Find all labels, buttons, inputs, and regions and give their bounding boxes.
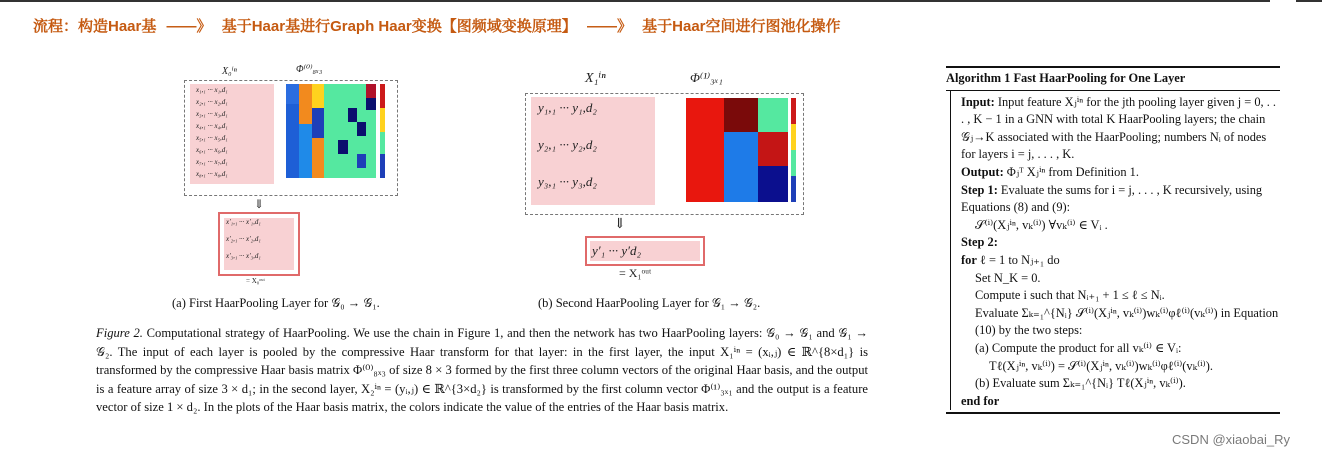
figure-a-input-row: x₅,₁ ··· x₅,d₁ [196, 134, 228, 142]
figure-a-phi-label: Φ⁽⁰⁾₈ₓ₃ [296, 64, 323, 75]
heading-part-2: 基于Haar基进行Graph Haar变换【图频域变换原理】 [221, 18, 577, 35]
figure-a-input-row: x₃,₁ ··· x₃,d₁ [196, 110, 228, 118]
figure-b-input-row: y₃,₁ ··· y₃,d₂ [538, 174, 597, 189]
heatmap-a-col3-top [312, 84, 324, 108]
figure-a-down-arrow: ⇓ [254, 197, 265, 211]
figure-b-input-row: y₁,₁ ··· y₁,d₂ [538, 100, 597, 115]
algorithm-line-keyword: Step 2: [961, 235, 998, 250]
heatmap-a-col1-top [286, 84, 299, 104]
figure-a-input-row: x₁,₁ ··· x₁,d₁ [196, 86, 228, 94]
figure-b-x-label: X₁ⁱⁿ [585, 71, 606, 86]
algorithm-box [946, 66, 1280, 414]
figure-b-output-label: = X₁ᵒᵘᵗ [619, 266, 652, 280]
heatmap-b-r3c2 [724, 166, 758, 202]
heatmap-a-block-2 [357, 122, 366, 136]
algorithm-line [961, 340, 1280, 358]
csdn-watermark: CSDN @xiaobai_Ry [1172, 432, 1290, 447]
algorithm-line-keyword: Input: [961, 94, 995, 109]
algorithm-line-text: 𝒮⁽ⁱ⁾(Xⱼⁱⁿ, vₖ⁽ⁱ⁾) ∀vₖ⁽ⁱ⁾ ∈ Vᵢ . [975, 217, 1108, 232]
figure-a-haar-heatmap [282, 82, 394, 190]
algorithm-line-text: (b) Evaluate sum Σₖ₌₁^{Nᵢ} Tℓ(Xⱼⁱⁿ, vₖ⁽ⁱ⁾). [975, 376, 1186, 391]
heatmap-b-r1c2 [724, 98, 758, 132]
heatmap-a-block-1 [348, 108, 357, 122]
heatmap-b-colorbar-blue [791, 176, 796, 202]
algorithm-line [961, 305, 1280, 340]
heatmap-b-col1 [686, 98, 724, 202]
algorithm-line [961, 234, 1280, 252]
algorithm-line-text: Set N_K = 0. [975, 270, 1041, 285]
heading-arrow-1: ——》 [166, 18, 212, 35]
algorithm-line-keyword: Step 1: [961, 182, 998, 197]
algorithm-line-text: Φⱼᵀ Xⱼⁱⁿ from Definition 1. [1003, 164, 1139, 179]
figure-a-input-row: x₄,₁ ··· x₄,d₁ [196, 122, 228, 130]
process-heading [33, 15, 847, 36]
heatmap-a-col2-top [299, 84, 312, 124]
heatmap-a-block-3 [366, 84, 376, 98]
algorithm-line-text: Evaluate Σₖ₌₁^{Nᵢ} 𝒮⁽ⁱ⁾(Xⱼⁱⁿ, vₖ⁽ⁱ⁾)wₖ⁽ⁱ⁾φℓ⁽ⁱ⁾(vₖ⁽ⁱ⁾) in Equation (10) by the two steps: [975, 305, 1279, 338]
heatmap-a-block-5 [338, 140, 348, 154]
algorithm-line-text: (a) Compute the product for all vₖ⁽ⁱ⁾ ∈ Vᵢ: [975, 340, 1182, 355]
figure-caption [96, 324, 868, 417]
algorithm-line-text: ℓ = 1 to Nⱼ₊₁ do [976, 252, 1060, 267]
algorithm-line-text: Compute i such that Nᵢ₊₁ + 1 ≤ ℓ ≤ Nᵢ. [975, 288, 1165, 303]
algorithm-line [961, 393, 1280, 411]
figure-b-down-arrow: ⇓ [614, 217, 626, 232]
algorithm-line-text: Input feature Xⱼⁱⁿ for the jth pooling layer given j = 0, . . . , K − 1 in a GNN with total K HaarPooling layers; the chain 𝒢ⱼ→K associated with the HaarPooling; numbers Nᵢ of nodes for layers i = j, . . . , K. [961, 94, 1277, 162]
algorithm-line [961, 375, 1280, 393]
heatmap-a-col3-bot [312, 138, 324, 178]
figure-a-input-row: x₇,₁ ··· x₇,d₁ [196, 158, 228, 166]
figure-b-input-row: y₂,₁ ··· y₂,d₂ [538, 137, 597, 152]
figure-a-output-row: x′₃,₁ ··· x′₃,d₁ [226, 252, 261, 260]
algorithm-line [961, 164, 1280, 182]
figure-b-caption: (b) Second HaarPooling Layer for 𝒢₁ → 𝒢₂. [538, 296, 761, 310]
figure-b-output-row: y′₁ ··· y′d₂ [592, 243, 642, 258]
figure-a-output-row: x′₂,₁ ··· x′₂,d₁ [226, 235, 261, 243]
figure-a-input-row: x₆,₁ ··· x₆,d₁ [196, 146, 228, 154]
algorithm-line-text: Tℓ(Xⱼⁱⁿ, vₖ⁽ⁱ⁾) = 𝒮⁽ⁱ⁾(Xⱼⁱⁿ, vₖ⁽ⁱ⁾)wₖ⁽ⁱ⁾φℓ⁽ⁱ⁾(vₖ⁽ⁱ⁾). [989, 358, 1213, 373]
algorithm-line-keyword: for [961, 252, 977, 267]
heatmap-a-colorbar-blue [380, 154, 385, 178]
heatmap-a-colorbar-red [380, 84, 385, 108]
heatmap-b-colorbar-red [791, 98, 796, 124]
heatmap-a-col2-bot [299, 124, 312, 178]
heatmap-b-r1c3 [758, 98, 788, 132]
figure-caption-label: Figure 2. [96, 326, 143, 340]
heatmap-b-r3c3 [758, 166, 788, 202]
heatmap-a-colorbar-yellow [380, 108, 385, 132]
figure-a-output-row: x′₁,₁ ··· x′₁,d₁ [226, 218, 261, 226]
algorithm-title-text: Algorithm 1 Fast HaarPooling for One Layer [946, 71, 1186, 85]
figure-caption-text: Computational strategy of HaarPooling. We use the chain in Figure 1, and then the network has two HaarPooling layers: 𝒢₀ → 𝒢₁ and 𝒢₁ → 𝒢₂. The input of each layer is pooled by the compressive Haar transform for that layer: in the first layer, the input X₁ⁱⁿ = (xᵢ,ⱼ) ∈ ℝ^{8×d₁} is transformed by the compressive Haar basis matrix Φ⁽⁰⁾₈ₓ₃ of size 8 × 3 formed by the first three column vectors of the original Haar basis, and the output is a feature array of size 3 × d₁; in the second layer, X₂ⁱⁿ = (yᵢ,ⱼ) ∈ ℝ^{3×d₂} is transformed by the first column vector Φ⁽¹⁾₃ₓ₁ and the output is a feature vector of size 1 × d₂. In the plots of the Haar basis matrix, the colors indicate the value of the entries of the Haar basis matrix. [96, 326, 868, 414]
heatmap-b-colorbar-yellow [791, 124, 796, 150]
algorithm-line-text: Evaluate the sums for i = j, . . . , K recursively, using Equations (8) and (9): [961, 182, 1263, 215]
heatmap-a-block-4 [366, 98, 376, 110]
algorithm-body [950, 91, 1280, 411]
heading-arrow-2: ——》 [586, 18, 632, 35]
figure-b-haar-heatmap [676, 96, 802, 210]
algorithm-line [961, 217, 1280, 235]
algorithm-line [961, 358, 1280, 376]
figure-b-phi-label: Φ⁽¹⁾₃ₓ₁ [690, 70, 723, 85]
heatmap-a-col3-mid [312, 108, 324, 138]
figure-a-caption: (a) First HaarPooling Layer for 𝒢₀ → 𝒢₁. [172, 296, 380, 310]
figure-a-x-label: X₀ⁱⁿ [222, 66, 237, 77]
algorithm-line [961, 182, 1280, 217]
algorithm-line [961, 252, 1280, 270]
algorithm-line [961, 270, 1280, 288]
heatmap-a-block-6 [357, 154, 366, 168]
heatmap-b-r2c2 [724, 132, 758, 166]
algorithm-line [961, 94, 1280, 164]
heatmap-a-colorbar-green [380, 132, 385, 154]
heatmap-b-colorbar-green [791, 150, 796, 176]
algorithm-line [961, 287, 1280, 305]
heading-part-3: 基于Haar空间进行图池化操作 [642, 18, 841, 35]
figure-a-input-row: x₈,₁ ··· x₈,d₁ [196, 170, 228, 178]
figure-a-output-label: = X₀ᵒᵘᵗ [246, 277, 265, 285]
algorithm-line-keyword: end for [961, 393, 1000, 408]
heatmap-b-r2c3 [758, 132, 788, 166]
algorithm-line-keyword: Output: [961, 164, 1004, 179]
algorithm-title [946, 68, 1280, 91]
heading-part-1: 流程：构造Haar基 [33, 18, 157, 35]
figure-a-input-row: x₂,₁ ··· x₂,d₁ [196, 98, 228, 106]
top-rule [0, 0, 1323, 4]
